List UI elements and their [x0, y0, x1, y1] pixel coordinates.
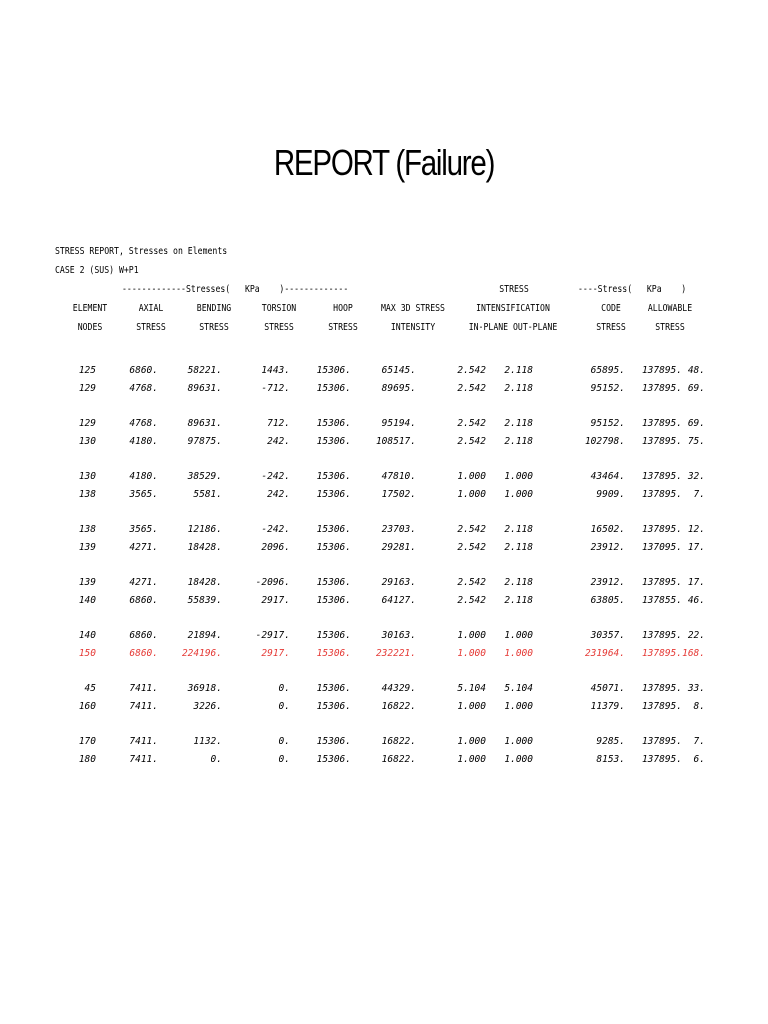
cell-in: 1.000: [457, 630, 486, 641]
cell-bending: 224196.: [181, 648, 222, 659]
cell-hoop: 15306.: [316, 648, 351, 659]
col-header-element-label-2: NODES: [77, 322, 103, 333]
cell-code: 23912.: [590, 542, 625, 553]
cell-axial: 3565.: [129, 489, 158, 500]
cell-code: 95152.: [590, 418, 625, 429]
cell-max3d: 65145.: [381, 365, 416, 376]
cell-hoop: 15306.: [316, 683, 351, 694]
col-header-max3d-label-2: INTENSITY: [390, 322, 436, 333]
cell-hoop: 15306.: [316, 383, 351, 394]
cell-hoop: 15306.: [316, 595, 351, 606]
cell-out: 2.118: [504, 383, 533, 394]
cell-axial: 6860.: [129, 648, 158, 659]
cell-allow: 137895.: [641, 701, 682, 712]
cell-out: 2.118: [504, 524, 533, 535]
cell-bending: 21894.: [187, 630, 222, 641]
cell-out: 2.118: [504, 436, 533, 447]
cell-hoop: 15306.: [316, 436, 351, 447]
cell-pct: 32.: [687, 471, 705, 482]
cell-bending: 55839.: [187, 595, 222, 606]
cell-in: 2.542: [457, 365, 486, 376]
col-header-torsion-label-2: STRESS: [264, 322, 294, 333]
cell-hoop: 15306.: [316, 471, 351, 482]
cell-node: 125: [78, 365, 96, 376]
cell-code: 16502.: [590, 524, 625, 535]
cell-torsion: 242.: [267, 436, 290, 447]
cell-out: 1.000: [504, 701, 533, 712]
cell-axial: 4271.: [129, 577, 158, 588]
cell-pct: 22.: [687, 630, 705, 641]
cell-allow: 137895.: [641, 524, 682, 535]
cell-pct: 168.: [682, 648, 705, 659]
cell-in: 1.000: [457, 736, 486, 747]
cell-torsion: 0.: [278, 736, 290, 747]
cell-torsion: 0.: [278, 683, 290, 694]
col-header-hoop-label: HOOP: [333, 303, 353, 314]
cell-hoop: 15306.: [316, 489, 351, 500]
cell-code: 95152.: [590, 383, 625, 394]
cell-allow: 137855.: [641, 595, 682, 606]
cell-bending: 18428.: [187, 542, 222, 553]
cell-allow: 137895.: [641, 489, 682, 500]
cell-hoop: 15306.: [316, 736, 351, 747]
cell-hoop: 15306.: [316, 418, 351, 429]
cell-axial: 4768.: [129, 418, 158, 429]
cell-max3d: 29163.: [381, 577, 416, 588]
cell-in: 1.000: [457, 754, 486, 765]
cell-pct: 8.: [693, 701, 705, 712]
col-header-allowable-label-2: STRESS: [655, 322, 685, 333]
cell-out: 5.104: [504, 683, 533, 694]
cell-hoop: 15306.: [316, 524, 351, 535]
col-header-axial-label-2: STRESS: [136, 322, 166, 333]
cell-bending: 18428.: [187, 577, 222, 588]
cell-torsion: -712.: [261, 383, 290, 394]
col-header-sif-label-2: IN-PLANE OUT-PLANE: [468, 322, 558, 333]
cell-in: 5.104: [457, 683, 486, 694]
cell-in: 2.542: [457, 436, 486, 447]
col-header-bending-label: BENDING: [196, 303, 232, 314]
cell-max3d: 29281.: [381, 542, 416, 553]
cell-bending: 89631.: [187, 418, 222, 429]
cell-axial: 7411.: [129, 701, 158, 712]
cell-node: 139: [78, 577, 96, 588]
cell-code: 231964.: [584, 648, 625, 659]
cell-allow: 137895.: [641, 471, 682, 482]
cell-pct: 7.: [693, 736, 705, 747]
col-header-max3d-label: MAX 3D STRESS: [381, 303, 445, 314]
cell-max3d: 232221.: [375, 648, 416, 659]
cell-node: 160: [78, 701, 96, 712]
report-title: REPORT (Failure): [273, 142, 495, 183]
cell-pct: 12.: [687, 524, 705, 535]
cell-axial: 4180.: [129, 436, 158, 447]
cell-node: 129: [78, 383, 96, 394]
cell-node: 139: [78, 542, 96, 553]
cell-pct: 6.: [693, 754, 705, 765]
report-heading: STRESS REPORT, Stresses on Elements: [55, 246, 228, 257]
stresses-group-header: -------------Stresses( KPa )-------------: [122, 284, 349, 295]
cell-out: 1.000: [504, 648, 533, 659]
cell-torsion: 712.: [267, 418, 290, 429]
cell-allow: 137895.: [641, 577, 682, 588]
cell-allow: 137895.: [641, 754, 682, 765]
cell-axial: 6860.: [129, 630, 158, 641]
cell-pct: 48.: [687, 365, 705, 376]
cell-allow: 137895.: [641, 383, 682, 394]
col-header-code-label-2: STRESS: [596, 322, 626, 333]
cell-in: 2.542: [457, 542, 486, 553]
cell-axial: 7411.: [129, 754, 158, 765]
stress-group-header: STRESS: [499, 284, 529, 295]
cell-hoop: 15306.: [316, 365, 351, 376]
cell-in: 2.542: [457, 595, 486, 606]
cell-torsion: -242.: [261, 471, 290, 482]
cell-in: 1.000: [457, 701, 486, 712]
cell-code: 63805.: [590, 595, 625, 606]
cell-torsion: 2917.: [261, 648, 290, 659]
cell-pct: 7.: [693, 489, 705, 500]
cell-bending: 0.: [210, 754, 222, 765]
cell-code: 45071.: [590, 683, 625, 694]
cell-code: 11379.: [590, 701, 625, 712]
cell-pct: 17.: [687, 577, 705, 588]
cell-bending: 3226.: [193, 701, 222, 712]
cell-axial: 7411.: [129, 683, 158, 694]
cell-in: 1.000: [457, 471, 486, 482]
cell-allow: 137095.: [641, 542, 682, 553]
cell-in: 2.542: [457, 418, 486, 429]
cell-axial: 4768.: [129, 383, 158, 394]
cell-torsion: -2096.: [255, 577, 290, 588]
cell-code: 23912.: [590, 577, 625, 588]
cell-out: 2.118: [504, 365, 533, 376]
col-header-allowable-label: ALLOWABLE: [647, 303, 693, 314]
case-label: CASE 2 (SUS) W+P1: [55, 265, 139, 276]
cell-node: 130: [78, 436, 96, 447]
cell-max3d: 23703.: [381, 524, 416, 535]
cell-code: 43464.: [590, 471, 625, 482]
cell-hoop: 15306.: [316, 577, 351, 588]
cell-axial: 3565.: [129, 524, 158, 535]
cell-max3d: 16822.: [381, 754, 416, 765]
col-header-hoop-label-2: STRESS: [328, 322, 358, 333]
cell-hoop: 15306.: [316, 542, 351, 553]
cell-bending: 1132.: [193, 736, 222, 747]
cell-max3d: 44329.: [381, 683, 416, 694]
cell-out: 1.000: [504, 736, 533, 747]
cell-code: 65895.: [590, 365, 625, 376]
cell-max3d: 16822.: [381, 736, 416, 747]
cell-bending: 38529.: [187, 471, 222, 482]
cell-out: 1.000: [504, 471, 533, 482]
cell-out: 2.118: [504, 595, 533, 606]
cell-out: 1.000: [504, 630, 533, 641]
cell-bending: 58221.: [187, 365, 222, 376]
cell-allow: 137895.: [641, 436, 682, 447]
cell-torsion: 2096.: [261, 542, 290, 553]
cell-bending: 89631.: [187, 383, 222, 394]
cell-hoop: 15306.: [316, 701, 351, 712]
cell-out: 2.118: [504, 542, 533, 553]
cell-bending: 5581.: [193, 489, 222, 500]
cell-max3d: 30163.: [381, 630, 416, 641]
cell-axial: 7411.: [129, 736, 158, 747]
cell-axial: 6860.: [129, 595, 158, 606]
cell-axial: 4271.: [129, 542, 158, 553]
cell-out: 2.118: [504, 418, 533, 429]
cell-bending: 97875.: [187, 436, 222, 447]
cell-code: 9909.: [596, 489, 625, 500]
cell-node: 140: [78, 595, 96, 606]
col-header-bending-label-2: STRESS: [199, 322, 229, 333]
cell-hoop: 15306.: [316, 754, 351, 765]
cell-code: 102798.: [584, 436, 625, 447]
cell-in: 2.542: [457, 383, 486, 394]
cell-pct: 33.: [687, 683, 705, 694]
cell-bending: 36918.: [187, 683, 222, 694]
cell-node: 138: [78, 489, 96, 500]
col-header-element-label: ELEMENT: [72, 303, 108, 314]
cell-torsion: 0.: [278, 701, 290, 712]
cell-out: 2.118: [504, 577, 533, 588]
cell-torsion: 0.: [278, 754, 290, 765]
cell-allow: 137895.: [641, 630, 682, 641]
col-header-code-label: CODE: [601, 303, 621, 314]
cell-max3d: 89695.: [381, 383, 416, 394]
cell-pct: 46.: [687, 595, 705, 606]
cell-torsion: 242.: [267, 489, 290, 500]
cell-torsion: 1443.: [261, 365, 290, 376]
col-header-sif-label: INTENSIFICATION: [476, 303, 550, 314]
cell-hoop: 15306.: [316, 630, 351, 641]
cell-in: 2.542: [457, 577, 486, 588]
cell-node: 180: [78, 754, 96, 765]
cell-axial: 4180.: [129, 471, 158, 482]
cell-max3d: 47810.: [381, 471, 416, 482]
col-header-axial-label: AXIAL: [138, 303, 164, 314]
cell-allow: 137895.: [641, 736, 682, 747]
cell-max3d: 64127.: [381, 595, 416, 606]
cell-out: 1.000: [504, 754, 533, 765]
cell-torsion: -2917.: [255, 630, 290, 641]
cell-node: 130: [78, 471, 96, 482]
cell-node: 170: [78, 736, 96, 747]
code-stress-group-header: ----Stress( KPa ): [578, 284, 687, 295]
cell-allow: 137895.: [641, 418, 682, 429]
cell-bending: 12186.: [187, 524, 222, 535]
cell-node: 45: [84, 683, 96, 694]
cell-max3d: 16822.: [381, 701, 416, 712]
col-header-torsion-label: TORSION: [261, 303, 297, 314]
cell-code: 30357.: [590, 630, 625, 641]
cell-in: 2.542: [457, 524, 486, 535]
cell-pct: 69.: [687, 383, 705, 394]
cell-node: 150: [78, 648, 96, 659]
cell-allow: 137895.: [641, 648, 682, 659]
cell-axial: 6860.: [129, 365, 158, 376]
cell-in: 1.000: [457, 648, 486, 659]
cell-max3d: 95194.: [381, 418, 416, 429]
cell-pct: 75.: [687, 436, 705, 447]
cell-out: 1.000: [504, 489, 533, 500]
cell-torsion: -242.: [261, 524, 290, 535]
cell-node: 138: [78, 524, 96, 535]
cell-max3d: 17502.: [381, 489, 416, 500]
cell-max3d: 108517.: [375, 436, 416, 447]
cell-in: 1.000: [457, 489, 486, 500]
cell-torsion: 2917.: [261, 595, 290, 606]
cell-code: 9285.: [596, 736, 625, 747]
cell-node: 140: [78, 630, 96, 641]
cell-pct: 69.: [687, 418, 705, 429]
cell-node: 129: [78, 418, 96, 429]
cell-allow: 137895.: [641, 365, 682, 376]
cell-code: 8153.: [596, 754, 625, 765]
cell-pct: 17.: [687, 542, 705, 553]
cell-allow: 137895.: [641, 683, 682, 694]
